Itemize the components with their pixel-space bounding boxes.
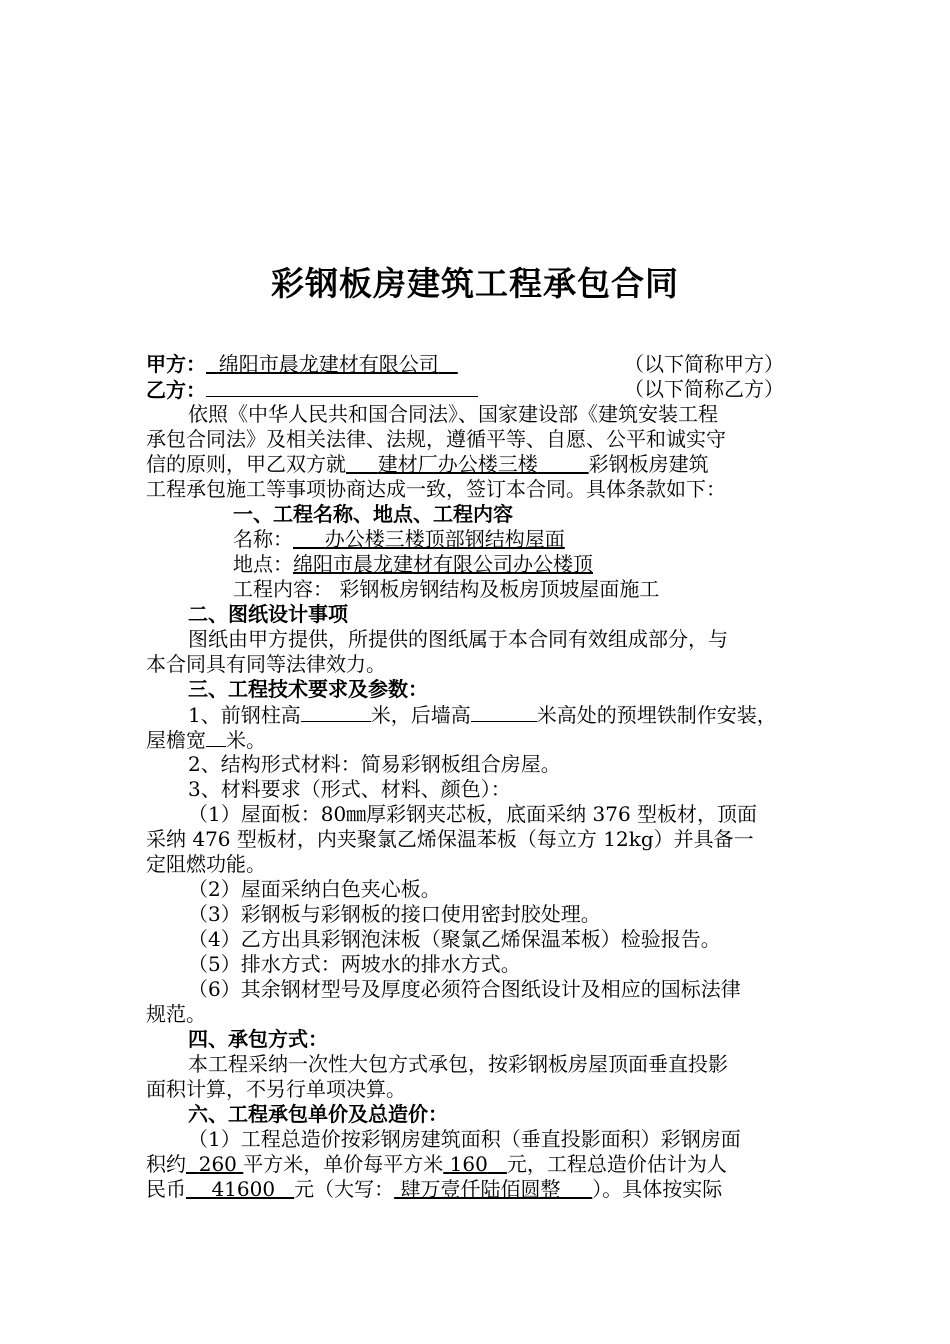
intro-line-2: 承包合同法》及相关法律、法规，遵循平等、自愿、公平和诚实守: [146, 427, 726, 451]
party-a-label: 甲方：: [146, 352, 206, 376]
party-b-label: 乙方：: [146, 378, 206, 402]
section-3-item-3: 3、材料要求（形式、材料、颜色）：: [188, 777, 511, 801]
document-title: 彩钢板房建筑工程承包合同: [271, 264, 679, 303]
material-item-5: （5）排水方式：两坡水的排水方式。: [188, 952, 521, 976]
material-item-1-line-2: 采纳 476 型板材，内夹聚氯乙烯保温苯板（每立方 12kg）并具备一: [146, 827, 754, 851]
section-6-line-2: 积约 260 平方米，单价每平方米 160 元，工程总造价估计为人: [146, 1152, 727, 1176]
total-price-value: 41600: [211, 1177, 276, 1201]
section-1-heading: 一、工程名称、地点、工程内容: [233, 502, 513, 526]
section-2-heading: 二、图纸设计事项: [188, 602, 348, 626]
party-a-value: 绵阳市晨龙建材有限公司: [218, 352, 439, 376]
section-6-heading: 六、工程承包单价及总造价：: [188, 1102, 448, 1126]
section-3-item-2: 2、结构形式材料：简易彩钢板组合房屋。: [188, 752, 561, 776]
column-height-blank: [301, 702, 371, 722]
material-item-3: （3）彩钢板与彩钢板的接口使用密封胶处理。: [188, 902, 601, 926]
intro-line-4: 工程承包施工等事项协商达成一致，签订本合同。具体条款如下：: [146, 477, 726, 501]
material-item-1-line-3: 定阻燃功能。: [146, 852, 266, 876]
section-4-line-1: 本工程采纳一次性大包方式承包，按彩钢板房屋顶面垂直投影: [188, 1052, 728, 1076]
material-item-4: （4）乙方出具彩钢泡沫板（聚氯乙烯保温苯板）检验报告。: [188, 927, 721, 951]
material-item-6-line-2: 规范。: [146, 1002, 206, 1026]
intro-line-1: 依照《中华人民共和国合同法》、国家建设部《建筑安装工程: [188, 402, 718, 426]
project-name-line: 名称： 办公楼三楼顶部钢结构屋面: [233, 527, 565, 551]
project-content-line: 工程内容： 彩钢板房钢结构及板房顶坡屋面施工: [233, 577, 660, 601]
section-2-line-1: 图纸由甲方提供，所提供的图纸属于本合同有效组成部分，与: [188, 627, 728, 651]
material-item-2: （2）屋面采纳白色夹心板。: [188, 877, 441, 901]
section-3-item-1-cont: 屋檐宽 米。: [146, 728, 266, 752]
project-subject: 建材厂办公楼三楼: [377, 452, 538, 476]
party-a-note: （以下简称甲方）: [624, 352, 784, 376]
section-6-line-3: 民币 41600 元（大写： 肆万壹仟陆佰圆整 ）。具体按实际: [146, 1177, 723, 1201]
wall-height-blank: [471, 702, 537, 722]
section-3-item-1: 1、前钢柱高 米，后墙高 米高处的预埋铁制作安装，: [188, 703, 777, 727]
project-location-line: 地点：绵阳市晨龙建材有限公司办公楼顶: [233, 552, 593, 576]
eave-width-blank: [206, 727, 226, 747]
project-name-value: 办公楼三楼顶部钢结构屋面: [324, 527, 565, 551]
party-b-note: （以下简称乙方）: [624, 377, 784, 401]
party-b-blank: [206, 377, 478, 397]
project-location-value: 绵阳市晨龙建材有限公司办公楼顶: [293, 552, 593, 576]
unit-price-value: 160: [449, 1152, 488, 1176]
section-2-line-2: 本合同具有同等法律效力。: [146, 652, 386, 676]
intro-line-3: 信的原则，甲乙双方就 建材厂办公楼三楼 彩钢板房建筑: [146, 452, 709, 476]
section-6-line-1: （1）工程总造价按彩钢房建筑面积（垂直投影面积）彩钢房面: [188, 1127, 741, 1151]
section-4-heading: 四、承包方式：: [188, 1027, 328, 1051]
section-3-heading: 三、工程技术要求及参数：: [188, 677, 428, 701]
total-price-words: 肆万壹仟陆佰圆整: [400, 1177, 561, 1201]
party-a-line: [146, 352, 458, 377]
party-b-line: [146, 377, 478, 403]
area-value: 260: [198, 1152, 237, 1176]
section-4-line-2: 面积计算，不另行单项决算。: [146, 1077, 406, 1101]
material-item-6-line-1: （6）其余钢材型号及厚度必须符合图纸设计及相应的国标法律: [188, 977, 741, 1001]
material-item-1-line-1: （1）屋面板：80㎜厚彩钢夹芯板，底面采纳 376 型板材，顶面: [188, 802, 758, 826]
